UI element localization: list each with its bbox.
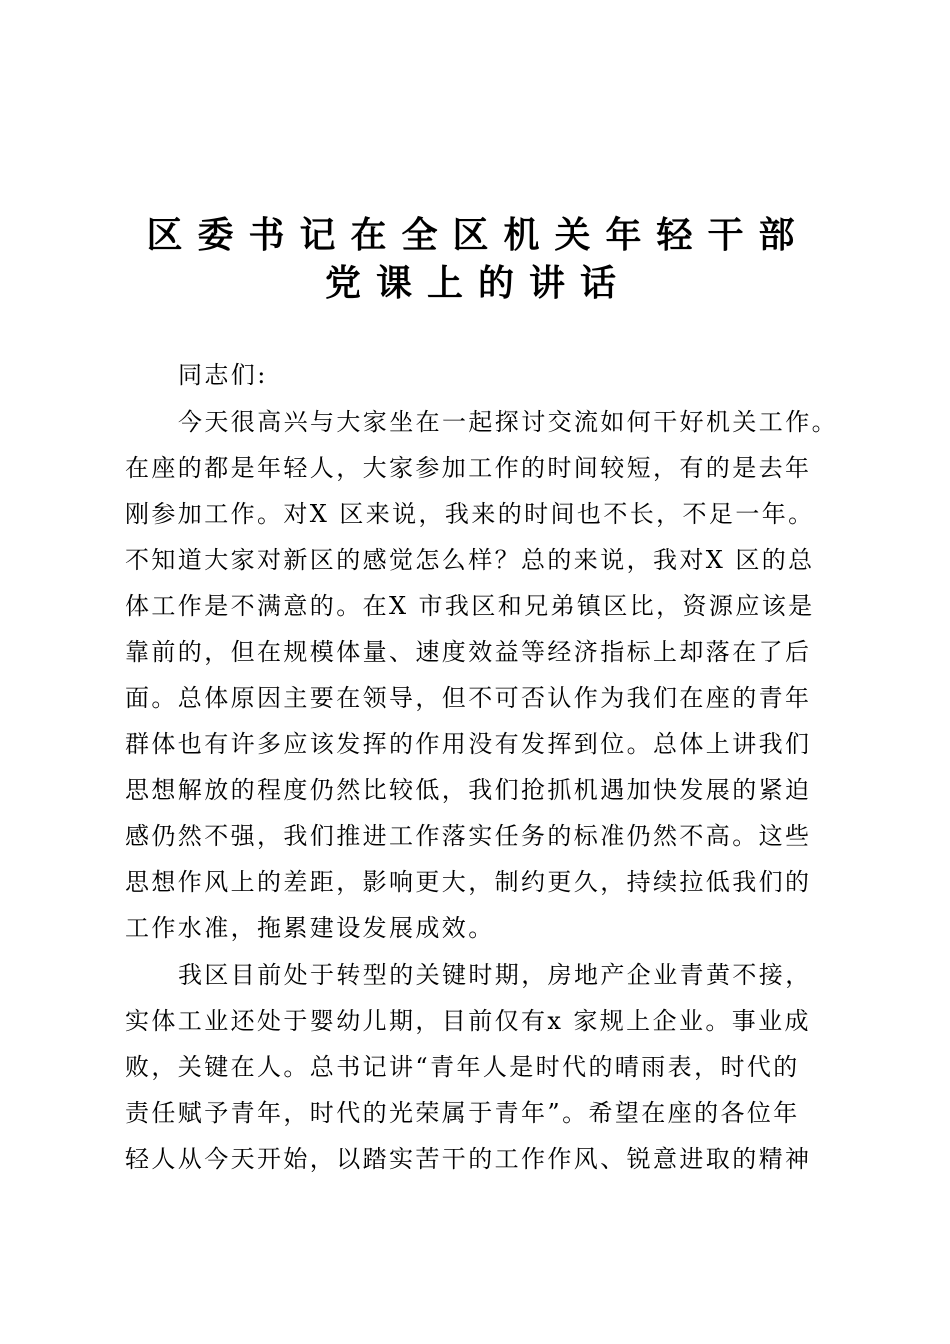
paragraph-1-line: 体工作是不满意的。在X 市我区和兄弟镇区比，资源应该是 (125, 592, 815, 620)
paragraph-1-line: 刚参加工作。对X 区来说，我来的时间也不长，不足一年。 (125, 500, 815, 528)
paragraph-1-line: 思想作风上的差距，影响更大，制约更久，持续拉低我们的 (125, 868, 812, 896)
paragraph-1-line: 感仍然不强，我们推进工作落实任务的标准仍然不高。这些 (125, 822, 812, 850)
paragraph-2-line: 败，关键在人。总书记讲“青年人是时代的晴雨表，时代的 (125, 1053, 800, 1081)
paragraph-1-line: 群体也有许多应该发挥的作用没有发挥到位。总体上讲我们 (125, 730, 812, 758)
paragraph-1-line: 今天很高兴与大家坐在一起探讨交流如何干好机关工作。 (178, 408, 838, 436)
paragraph-1-line: 思想解放的程度仍然比较低，我们抢抓机遇加快发展的紧迫 (125, 776, 812, 804)
salutation: 同志们: (178, 361, 268, 389)
paragraph-1-line: 在座的都是年轻人，大家参加工作的时间较短，有的是去年 (125, 454, 812, 482)
paragraph-1-line: 面。总体原因主要在领导，但不可否认作为我们在座的青年 (125, 684, 812, 712)
paragraph-2-line: 轻人从今天开始，以踏实苦干的工作作风、锐意进取的精神 (125, 1145, 812, 1173)
document-title-line-1: 区委书记在全区机关年轻干部 (146, 215, 810, 256)
document-title-line-2: 党课上的讲话 (324, 263, 631, 304)
paragraph-1-line: 工作水准，拖累建设发展成效。 (125, 914, 495, 942)
paragraph-2-line: 实体工业还处于婴幼儿期，目前仅有x 家规上企业。事业成 (125, 1007, 811, 1035)
paragraph-1-line: 不知道大家对新区的感觉怎么样？总的来说，我对X 区的总 (125, 546, 815, 574)
paragraph-2-line: 责任赋予青年，时代的光荣属于青年”。希望在座的各位年 (125, 1099, 800, 1127)
paragraph-2-line: 我区目前处于转型的关键时期，房地产企业青黄不接， (178, 961, 812, 989)
paragraph-1-line: 靠前的，但在规模体量、速度效益等经济指标上却落在了后 (125, 638, 812, 666)
